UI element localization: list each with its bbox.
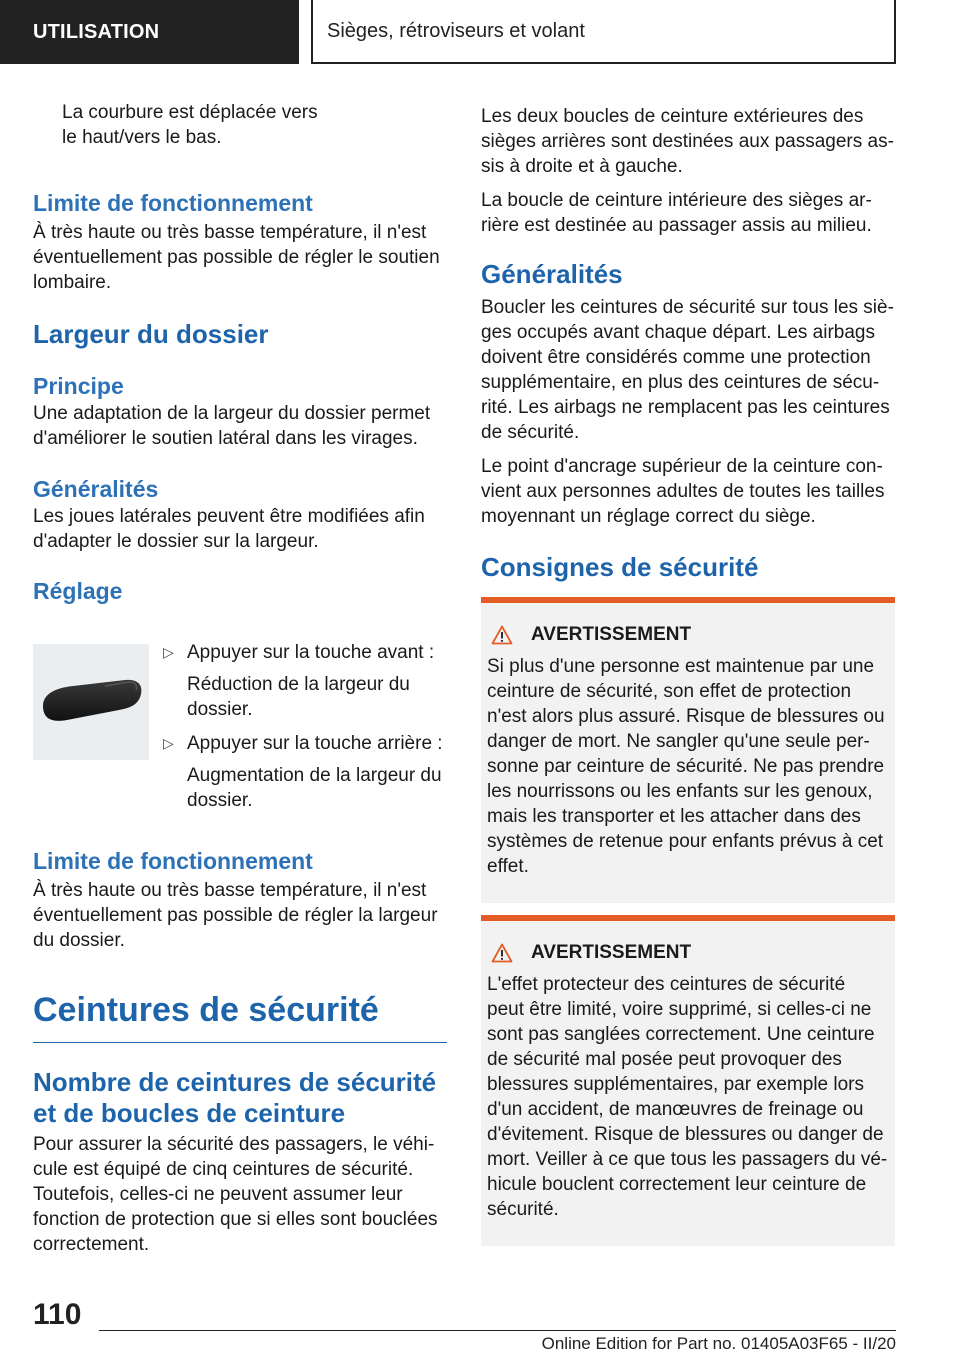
warning-box-1 bbox=[481, 597, 895, 903]
warning-title-text: AVERTISSEMENT bbox=[531, 942, 692, 963]
text-line: d'améliorer le soutien latéral dans les virages. bbox=[33, 428, 418, 449]
text-line: dossier. bbox=[187, 699, 253, 720]
heading-largeur-dossier: Largeur du dossier bbox=[33, 319, 269, 349]
text-line: de sécurité. bbox=[481, 422, 580, 443]
text-line: les nourrissons ou les enfants sur les genoux, bbox=[487, 781, 873, 802]
text-line: mort. Veiller à ce que tous les passagers du vé‐ bbox=[487, 1149, 888, 1170]
seat-width-button-image bbox=[33, 644, 149, 760]
right-paragraph-1 bbox=[481, 104, 895, 179]
reglage-block bbox=[33, 640, 447, 820]
bullet-result bbox=[155, 763, 447, 813]
text-line: d'évitement. Risque de blessures ou danger de bbox=[487, 1124, 884, 1145]
warning-triangle-icon bbox=[491, 625, 513, 645]
limite-1-paragraph bbox=[33, 220, 447, 295]
text-line: systèmes de retenue pour enfants prévus à cet bbox=[487, 831, 884, 852]
heading-limite-1: Limite de fonctionnement bbox=[33, 190, 313, 216]
heading-generalites-left: Généralités bbox=[33, 476, 159, 502]
heading-principe: Principe bbox=[33, 373, 124, 399]
text-line: d'un accident, de manœuvres de freinage ou bbox=[487, 1099, 864, 1120]
text-line: À très haute ou très basse température, il n'est bbox=[33, 880, 427, 901]
footer-edition: Online Edition for Part no. 01405A03F65 - II/20 bbox=[541, 1334, 896, 1353]
text-line: blessures supplémentaires, par exemple lors bbox=[487, 1074, 865, 1095]
text-line: vient aux personnes adultes de toutes les tailles bbox=[481, 481, 885, 502]
section-rule bbox=[33, 1042, 447, 1043]
heading-line: et de boucles de ceinture bbox=[33, 1098, 346, 1128]
text-line: Si plus d'une personne est maintenue par une bbox=[487, 656, 875, 677]
text-line: Les deux boucles de ceinture extérieures des bbox=[481, 106, 864, 127]
text-line: hicule bouclent correctement leur ceinture de bbox=[487, 1174, 867, 1195]
text-line: moyennant un réglage correct du siège. bbox=[481, 506, 816, 527]
text-line: sonne par ceinture de sécurité. Ne pas prendre bbox=[487, 756, 885, 777]
right-paragraph-3 bbox=[481, 295, 895, 445]
heading-ceintures: Ceintures de sécurité bbox=[33, 991, 379, 1029]
text-line: Toutefois, celles-ci ne peuvent assumer leur bbox=[33, 1184, 403, 1205]
text-line: rière est destinée au passager assis au milieu. bbox=[481, 215, 872, 236]
text-line: sièges arrières sont destinées aux passagers as‐ bbox=[481, 131, 894, 152]
text-line: L'effet protecteur des ceintures de sécurité bbox=[487, 974, 846, 995]
bullet-action: Appuyer sur la touche arrière : bbox=[187, 733, 443, 754]
text-line: fonction de protection que si elles sont bouclées bbox=[33, 1209, 438, 1230]
right-paragraph-4 bbox=[481, 454, 895, 529]
text-line: ges occupés avant chaque départ. Les airbags bbox=[481, 322, 875, 343]
text-line: correctement. bbox=[33, 1234, 150, 1255]
heading-line: Nombre de ceintures de sécurité bbox=[33, 1067, 437, 1097]
text-line: mais les transporter et les attacher dans des bbox=[487, 806, 861, 827]
list-item bbox=[155, 640, 447, 665]
warning-triangle-icon bbox=[491, 943, 513, 963]
text-line: ceinture de sécurité, son effet de protection bbox=[487, 681, 852, 702]
right-paragraph-2 bbox=[481, 188, 895, 238]
warning-title-text: AVERTISSEMENT bbox=[531, 624, 692, 645]
triangle-right-icon: ▷ bbox=[163, 735, 174, 751]
left-column bbox=[33, 100, 447, 606]
text-line: Les joues latérales peuvent être modifiées afin bbox=[33, 506, 425, 527]
text-line: du dossier. bbox=[33, 930, 125, 951]
nombre-paragraph bbox=[33, 1132, 447, 1257]
text-line: Le point d'ancrage supérieur de la ceinture con‐ bbox=[481, 456, 883, 477]
text-line: Boucler les ceintures de sécurité sur tous les siè‐ bbox=[481, 297, 894, 318]
limite-2-paragraph bbox=[33, 878, 447, 953]
text-line: rité. Les airbags ne remplacent pas les ceintures bbox=[481, 397, 890, 418]
generalites-left-paragraph bbox=[33, 504, 447, 554]
text-line: Pour assurer la sécurité des passagers, le véhi‐ bbox=[33, 1134, 435, 1155]
text-line: peut être limité, voire supprimé, si celles-ci ne bbox=[487, 999, 872, 1020]
heading-reglage: Réglage bbox=[33, 578, 123, 604]
principe-paragraph bbox=[33, 401, 447, 451]
text-line: doivent être considérés comme une protection bbox=[481, 347, 871, 368]
heading-limite-2: Limite de fonctionnement bbox=[33, 848, 313, 874]
text-line: sis à droite et à gauche. bbox=[481, 156, 683, 177]
text-line: éventuellement pas possible de régler le soutien bbox=[33, 247, 440, 268]
seat-width-button-icon bbox=[33, 644, 149, 760]
text-line: lombaire. bbox=[33, 272, 112, 293]
text-line: éventuellement pas possible de régler la largeur bbox=[33, 905, 438, 926]
page-number: 110 bbox=[33, 1298, 82, 1331]
text-line: Augmentation de la largeur du bbox=[187, 765, 442, 786]
text-line: de sécurité mal posée peut provoquer des bbox=[487, 1049, 842, 1070]
warning-title bbox=[487, 623, 889, 647]
header-chapter-title: Sièges, rétroviseurs et volant bbox=[311, 0, 896, 64]
text-line: À très haute ou très basse température, il n'est bbox=[33, 222, 427, 243]
right-column bbox=[481, 104, 895, 583]
bullet-action: Appuyer sur la touche avant : bbox=[187, 642, 435, 663]
text-line: La boucle de ceinture intérieure des sièges ar‐ bbox=[481, 190, 872, 211]
reglage-list bbox=[155, 640, 447, 813]
left-column-lower bbox=[33, 846, 447, 1257]
triangle-right-icon: ▷ bbox=[163, 644, 174, 660]
text-line: le haut/vers le bas. bbox=[62, 127, 222, 148]
bullet-result bbox=[155, 672, 447, 722]
text-line: dossier. bbox=[187, 790, 253, 811]
heading-consignes: Consignes de sécurité bbox=[481, 552, 759, 582]
text-line: La courbure est déplacée vers bbox=[62, 102, 318, 123]
text-line: Une adaptation de la largeur du dossier permet bbox=[33, 403, 431, 424]
list-item bbox=[155, 731, 447, 756]
text-line: d'adapter le dossier sur la largeur. bbox=[33, 531, 319, 552]
text-line: n'est alors plus assuré. Risque de blessures ou bbox=[487, 706, 885, 727]
heading-generalites-right: Généralités bbox=[481, 259, 623, 289]
header-section-label: UTILISATION bbox=[0, 0, 299, 64]
text-line: cule est équipé de cinq ceintures de sécurité. bbox=[33, 1159, 414, 1180]
heading-nombre bbox=[33, 1067, 447, 1129]
intro-paragraph bbox=[33, 100, 447, 150]
text-line: supplémentaire, en plus des ceintures de sécu‐ bbox=[481, 372, 880, 393]
text-line: effet. bbox=[487, 856, 529, 877]
text-line: danger de mort. Ne sangler qu'une seule per‐ bbox=[487, 731, 870, 752]
text-line: Réduction de la largeur du bbox=[187, 674, 410, 695]
warning-title bbox=[487, 941, 889, 965]
warning-box-2 bbox=[481, 915, 895, 1246]
text-line: sécurité. bbox=[487, 1199, 559, 1220]
text-line: sont pas sanglées correctement. Une ceinture bbox=[487, 1024, 875, 1045]
